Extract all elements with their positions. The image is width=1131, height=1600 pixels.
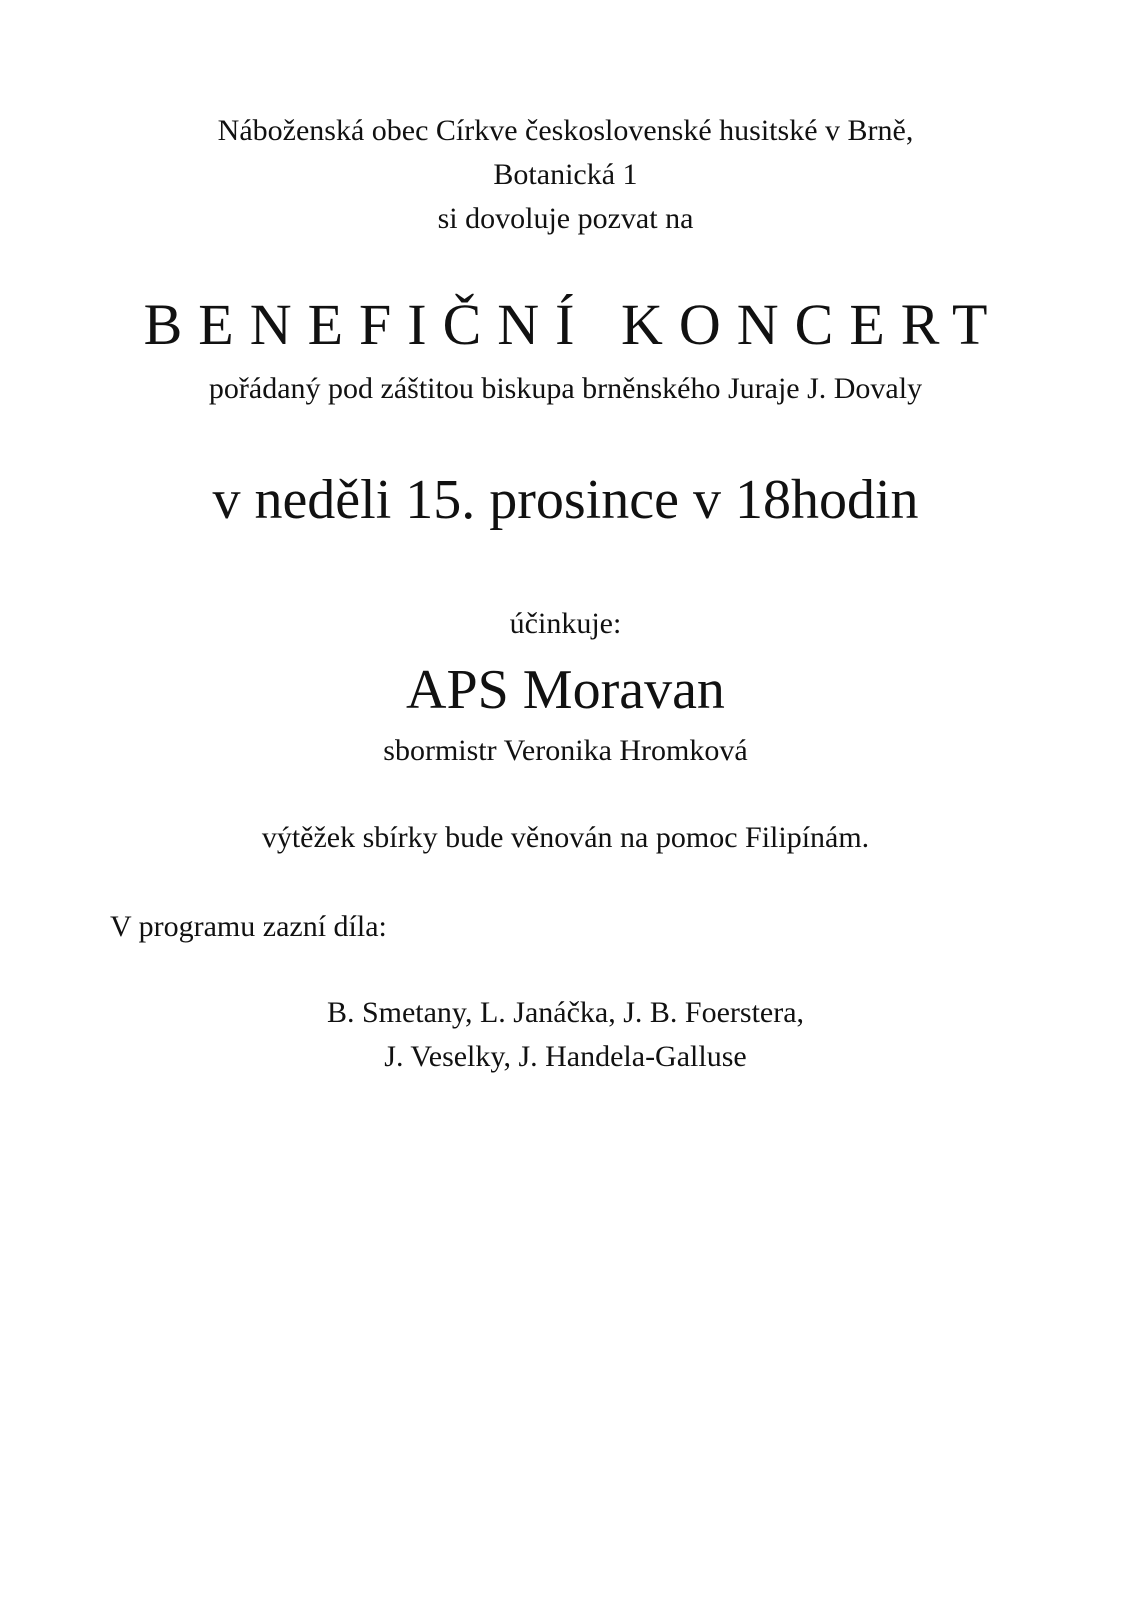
- concert-title: BENEFIČNÍ KONCERT: [143, 292, 1004, 357]
- patronage-line: pořádaný pod záštitou biskupa brněnského Juraje J. Dovaly: [208, 372, 923, 405]
- performers-label: účinkuje:: [509, 607, 622, 640]
- program-heading: V programu zazní díla:: [110, 910, 387, 943]
- conductor-line: sbormistr Veronika Hromková: [383, 734, 748, 767]
- composers-line-1: B. Smetany, L. Janáčka, J. B. Foerstera,: [326, 996, 805, 1029]
- composers-line-2: J. Veselky, J. Handela-Galluse: [384, 1040, 747, 1073]
- ensemble-name: APS Moravan: [406, 659, 725, 721]
- organizer-line: Náboženská obec Církve československé husitské v Brně,: [217, 114, 914, 147]
- charity-note: výtěžek sbírky bude věnován na pomoc Filipínám.: [261, 821, 870, 854]
- address-line: Botanická 1: [493, 158, 638, 191]
- event-date: v neděli 15. prosince v 18hodin: [212, 469, 919, 531]
- invitation-line: si dovoluje pozvat na: [437, 202, 694, 235]
